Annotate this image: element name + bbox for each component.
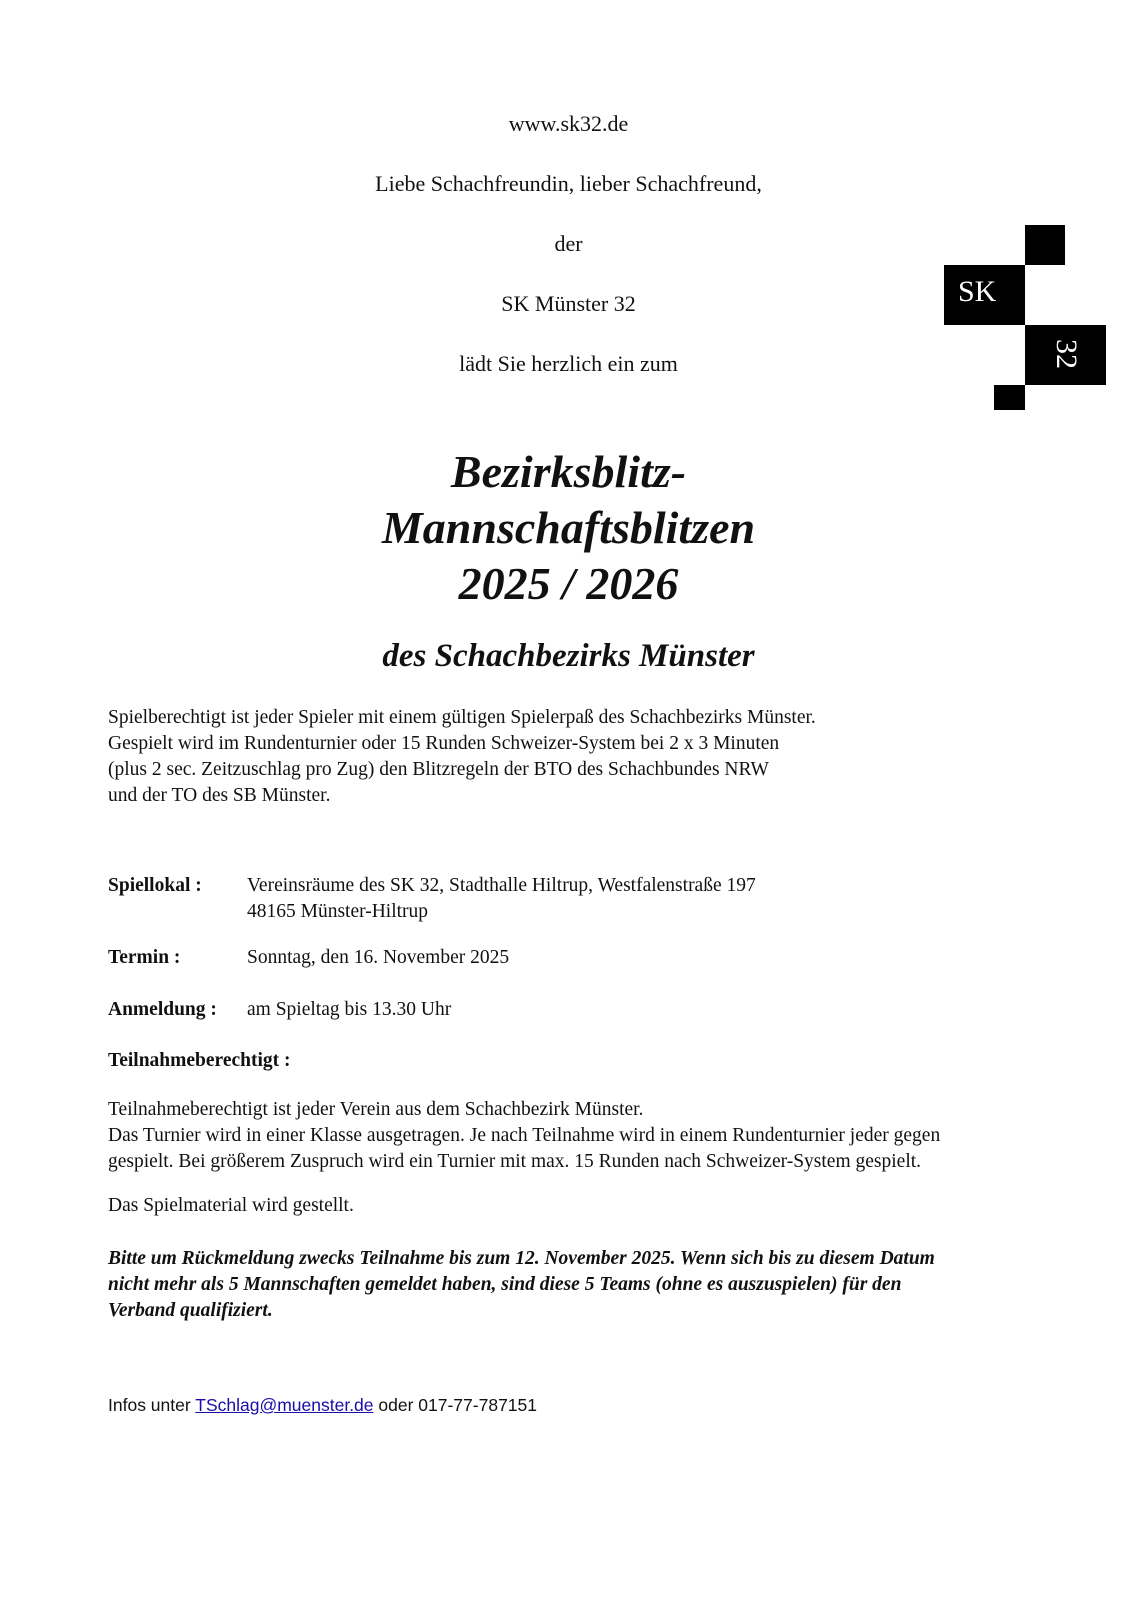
spiellokal-value xyxy=(247,873,756,925)
intro-paragraph xyxy=(108,705,1128,809)
title-line-1: Bezirksblitz- xyxy=(450,446,687,497)
anmeldung-value: am Spieltag bis 13.30 Uhr xyxy=(247,999,452,1020)
intro-line: Gespielt wird im Rundenturnier oder 15 Runden Schweizer-System bei 2 x 3 Minuten xyxy=(108,733,780,754)
intro-line: Spielberechtigt ist jeder Spieler mit einem gültigen Spielerpaß des Schachbezirks Münster. xyxy=(108,707,816,728)
logo-square-top xyxy=(1025,225,1065,265)
teilnahme-paragraph xyxy=(108,1097,1128,1175)
contact-email-link[interactable]: TSchlag@muenster.de xyxy=(195,1395,374,1415)
title-line-2: Mannschaftsblitzen xyxy=(381,502,756,553)
teilnahme-line: gespielt. Bei größerem Zuspruch wird ein Turnier mit max. 15 Runden nach Schweizer-System gespielt. xyxy=(108,1151,922,1172)
contact-suffix: oder 017-77-787151 xyxy=(373,1395,537,1415)
title-line-3: 2025 / 2026 xyxy=(458,558,679,609)
notice-line: nicht mehr als 5 Mannschaften gemeldet haben, sind diese 5 Teams (ohne es auszuspielen) für den xyxy=(108,1274,902,1295)
notice-line: Verband qualifiziert. xyxy=(108,1300,273,1321)
material-line: Das Spielmaterial wird gestellt. xyxy=(108,1195,354,1216)
termin-label: Termin : xyxy=(108,947,181,968)
contact-line xyxy=(108,1395,537,1416)
notice-line: Bitte um Rückmeldung zwecks Teilnahme bis zum 12. November 2025. Wenn sich bis zu diesem Datum xyxy=(108,1248,935,1269)
termin-value: Sonntag, den 16. November 2025 xyxy=(247,947,510,968)
invite-line: lädt Sie herzlich ein zum xyxy=(459,351,678,376)
event-title xyxy=(0,444,1137,612)
anmeldung-label: Anmeldung : xyxy=(108,999,217,1020)
registration-notice xyxy=(108,1246,1133,1324)
der-line: der xyxy=(554,231,583,256)
logo-text-32: 32 xyxy=(1050,339,1083,369)
spiellokal-address: Vereinsräume des SK 32, Stadthalle Hiltrup, Westfalenstraße 197 xyxy=(247,875,756,896)
website-url: www.sk32.de xyxy=(508,111,629,136)
material-paragraph xyxy=(108,1193,1128,1219)
sk32-logo xyxy=(944,225,1106,413)
teilnahme-heading: Teilnahmeberechtigt : xyxy=(108,1050,291,1071)
logo-text-sk: SK xyxy=(958,275,997,308)
logo-square-sk xyxy=(944,265,1025,325)
teilnahme-line: Das Turnier wird in einer Klasse ausgetragen. Je nach Teilnahme wird in einem Rundenturnier jeder gegen xyxy=(108,1125,941,1146)
teilnahme-line: Teilnahmeberechtigt ist jeder Verein aus dem Schachbezirk Münster. xyxy=(108,1099,644,1120)
logo-square-32 xyxy=(1025,325,1106,385)
greeting: Liebe Schachfreundin, lieber Schachfreund, xyxy=(375,171,762,196)
event-subtitle: des Schachbezirks Münster xyxy=(382,638,755,674)
contact-prefix: Infos unter xyxy=(108,1395,196,1415)
club-name: SK Münster 32 xyxy=(501,291,636,316)
spiellokal-city: 48165 Münster-Hiltrup xyxy=(247,901,429,922)
spiellokal-label: Spiellokal : xyxy=(108,875,202,896)
intro-line: und der TO des SB Münster. xyxy=(108,785,331,806)
logo-square-bottom xyxy=(994,385,1025,410)
intro-line: (plus 2 sec. Zeitzuschlag pro Zug) den Blitzregeln der BTO des Schachbundes NRW xyxy=(108,759,769,780)
